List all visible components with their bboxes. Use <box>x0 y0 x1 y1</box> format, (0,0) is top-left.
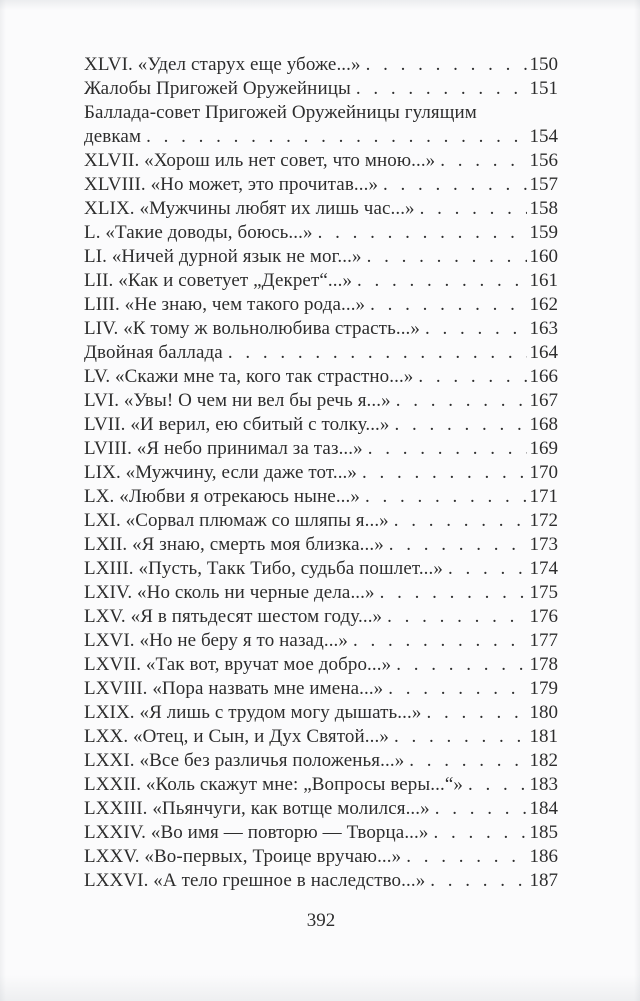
toc-entry-title: LXII. «Я знаю, смерть моя близка...» <box>84 534 384 555</box>
toc-entry-page: 177 <box>529 630 558 651</box>
toc-entry-page: 172 <box>529 510 558 531</box>
toc-entry <box>84 749 558 773</box>
toc-entry-title: Двойная баллада <box>84 342 223 363</box>
toc-entry-page: 154 <box>529 126 558 147</box>
toc-entry-title: XLVIII. «Но может, это прочитав...» <box>84 174 379 195</box>
dot-leader <box>383 173 526 197</box>
toc-entry-page: 167 <box>529 390 558 411</box>
toc-entry-title: XLVII. «Хорош иль нет совет, что мною...» <box>84 150 436 171</box>
dot-leader <box>425 317 527 341</box>
dot-leader <box>448 557 527 581</box>
toc-entry-title: LX. «Любви я отрекаюсь ныне...» <box>84 486 360 507</box>
toc-entry-title: LIV. «К тому ж вольнолюбива страсть...» <box>84 318 420 339</box>
toc-entry <box>84 653 558 677</box>
toc-entry-title: LXX. «Отец, и Сын, и Дух Святой...» <box>84 726 389 747</box>
dot-leader <box>370 293 526 317</box>
toc-entry <box>84 845 558 869</box>
toc-entry-title: LXVI. «Но не беру я то назад...» <box>84 630 348 651</box>
toc-entry-page: 171 <box>529 486 558 507</box>
dot-leader <box>426 701 526 725</box>
toc-entry <box>84 677 558 701</box>
dot-leader <box>420 197 527 221</box>
toc-entry <box>84 101 558 125</box>
toc-entry-title: LII. «Как и советует „Декрет“...» <box>84 270 353 291</box>
toc-entry-page: 176 <box>529 606 558 627</box>
toc-entry-page: 163 <box>529 318 558 339</box>
toc-entry-page: 161 <box>529 270 558 291</box>
dot-leader <box>435 797 527 821</box>
toc-entry <box>84 797 558 821</box>
toc-entry-page: 187 <box>529 870 558 891</box>
toc-entry-title: LVI. «Увы! О чем ни вел бы речь я...» <box>84 390 391 411</box>
toc-entry-page: 184 <box>529 798 558 819</box>
toc-entry-page: 162 <box>529 294 558 315</box>
toc-entry-title: Жалобы Пригожей Оружейницы <box>84 78 351 99</box>
toc-entry <box>84 821 558 845</box>
dot-leader <box>433 821 526 845</box>
dot-leader <box>387 605 526 629</box>
toc-entry-page: 178 <box>529 654 558 675</box>
toc-entry-title: LV. «Скажи мне та, кого так страстно...» <box>84 366 414 387</box>
toc-entry <box>84 869 558 893</box>
toc-entry <box>84 701 558 725</box>
toc-entry-page: 159 <box>529 222 558 243</box>
dot-leader <box>418 365 526 389</box>
toc-entry-title: LXXVI. «А тело грешное в наследство...» <box>84 870 426 891</box>
dot-leader <box>396 389 527 413</box>
toc-entry <box>84 389 558 413</box>
dot-leader <box>468 773 527 797</box>
dot-leader <box>430 869 526 893</box>
toc-entry-title: LXVIII. «Пора назвать мне имена...» <box>84 678 384 699</box>
toc-entry-title: Баллада-совет Пригожей Оружейницы гулящим <box>84 102 477 123</box>
toc-entry <box>84 125 558 149</box>
toc-entry-page: 174 <box>529 558 558 579</box>
dot-leader <box>440 149 526 173</box>
toc-entry <box>84 485 558 509</box>
dot-leader <box>366 53 527 77</box>
toc-entry-title: LXXI. «Все без различья положенья...» <box>84 750 405 771</box>
dot-leader <box>353 629 527 653</box>
dot-leader <box>388 677 526 701</box>
dot-leader <box>365 485 527 509</box>
toc-entry-title: LVII. «И верил, ею сбитый с толку...» <box>84 414 390 435</box>
toc-entry <box>84 293 558 317</box>
toc-entry-page: 181 <box>529 726 558 747</box>
toc-entry-page: 157 <box>529 174 558 195</box>
toc-entry <box>84 341 558 365</box>
toc-entry-title: LVIII. «Я небо принимал за таз...» <box>84 438 363 459</box>
toc-entry <box>84 461 558 485</box>
toc-entry <box>84 509 558 533</box>
toc-entry <box>84 629 558 653</box>
toc-entry <box>84 533 558 557</box>
book-page <box>84 53 558 933</box>
toc-entry-page: 183 <box>529 774 558 795</box>
toc-entry-title: LXVII. «Так вот, вручат мое добро...» <box>84 654 392 675</box>
toc-entry-title: LXI. «Сорвал плюмаж со шляпы я...» <box>84 510 389 531</box>
toc-entry <box>84 437 558 461</box>
toc-entry <box>84 581 558 605</box>
toc-entry-page: 180 <box>529 702 558 723</box>
dot-leader <box>394 509 527 533</box>
toc-entry <box>84 365 558 389</box>
toc-entry <box>84 557 558 581</box>
toc-entry-page: 169 <box>529 438 558 459</box>
toc-entry-page: 179 <box>529 678 558 699</box>
toc-entry-title: LIX. «Мужчину, если даже тот...» <box>84 462 357 483</box>
toc-entry-page: 185 <box>529 822 558 843</box>
toc-entry-page: 186 <box>529 846 558 867</box>
toc-entry-page: 170 <box>529 462 558 483</box>
scan-edge-right <box>634 0 640 1001</box>
toc-entry-page: 160 <box>529 246 558 267</box>
dot-leader <box>356 77 527 101</box>
toc-entry-page: 151 <box>529 78 558 99</box>
dot-leader <box>368 437 527 461</box>
toc-entry-title: девкам <box>84 126 142 147</box>
scan-edge-top <box>0 0 640 10</box>
toc-entry <box>84 77 558 101</box>
toc-entry-title: XLVI. «Удел старух еще убоже...» <box>84 54 361 75</box>
toc-entry-page: 173 <box>529 534 558 555</box>
toc-entry-title: LI. «Ничей дурной язык не мог...» <box>84 246 362 267</box>
toc-entry <box>84 197 558 221</box>
toc-entry <box>84 245 558 269</box>
toc-entry-title: XLIX. «Мужчины любят их лишь час...» <box>84 198 415 219</box>
toc-entry-title: LIII. «Не знаю, чем такого рода...» <box>84 294 366 315</box>
page-number: 392 <box>306 910 336 931</box>
toc-entry-title: L. «Такие доводы, боюсь...» <box>84 222 313 243</box>
dot-leader <box>394 725 527 749</box>
dot-leader <box>362 461 527 485</box>
toc-entry <box>84 173 558 197</box>
toc-entry-title: LXXIV. «Во имя — повторю — Творца...» <box>84 822 429 843</box>
toc-entry <box>84 605 558 629</box>
toc-entry-page: 168 <box>529 414 558 435</box>
dot-leader <box>406 845 526 869</box>
toc-entry-page: 158 <box>529 198 558 219</box>
toc-entry <box>84 221 558 245</box>
dot-leader <box>228 341 527 365</box>
toc-entry <box>84 149 558 173</box>
scan-edge-bottom <box>0 975 640 1001</box>
toc-entry <box>84 53 558 77</box>
toc-entry-page: 182 <box>529 750 558 771</box>
dot-leader <box>380 581 527 605</box>
toc-entry-title: LXIV. «Но сколь ни черные дела...» <box>84 582 375 603</box>
dot-leader <box>146 125 526 149</box>
dot-leader <box>367 245 527 269</box>
toc-entry-title: LXV. «Я в пятьдесят шестом году...» <box>84 606 383 627</box>
toc-entry-page: 156 <box>529 150 558 171</box>
scan-edge-left <box>0 0 6 1001</box>
toc-entry-title: LXIX. «Я лишь с трудом могу дышать...» <box>84 702 422 723</box>
toc-entry-page: 175 <box>529 582 558 603</box>
toc-entry-page: 164 <box>529 342 558 363</box>
toc-entry <box>84 317 558 341</box>
dot-leader <box>396 653 526 677</box>
toc-entry-page: 150 <box>529 54 558 75</box>
toc-entry-title: LXXIII. «Пьянчуги, как вотще молился...» <box>84 798 430 819</box>
dot-leader <box>357 269 526 293</box>
toc-entry-title: LXXV. «Во-первых, Троице вручаю...» <box>84 846 402 867</box>
dot-leader <box>409 749 526 773</box>
toc-entry <box>84 725 558 749</box>
toc-entry <box>84 413 558 437</box>
dot-leader <box>318 221 527 245</box>
toc-entry <box>84 269 558 293</box>
toc-entry <box>84 773 558 797</box>
toc-entry-page: 166 <box>529 366 558 387</box>
toc-entry-title: LXIII. «Пусть, Такк Тибо, судьба пошлет...» <box>84 558 443 579</box>
toc-entry-title: LXXII. «Коль скажут мне: „Вопросы веры...“» <box>84 774 463 795</box>
dot-leader <box>395 413 527 437</box>
toc-list <box>84 53 558 893</box>
dot-leader <box>389 533 527 557</box>
